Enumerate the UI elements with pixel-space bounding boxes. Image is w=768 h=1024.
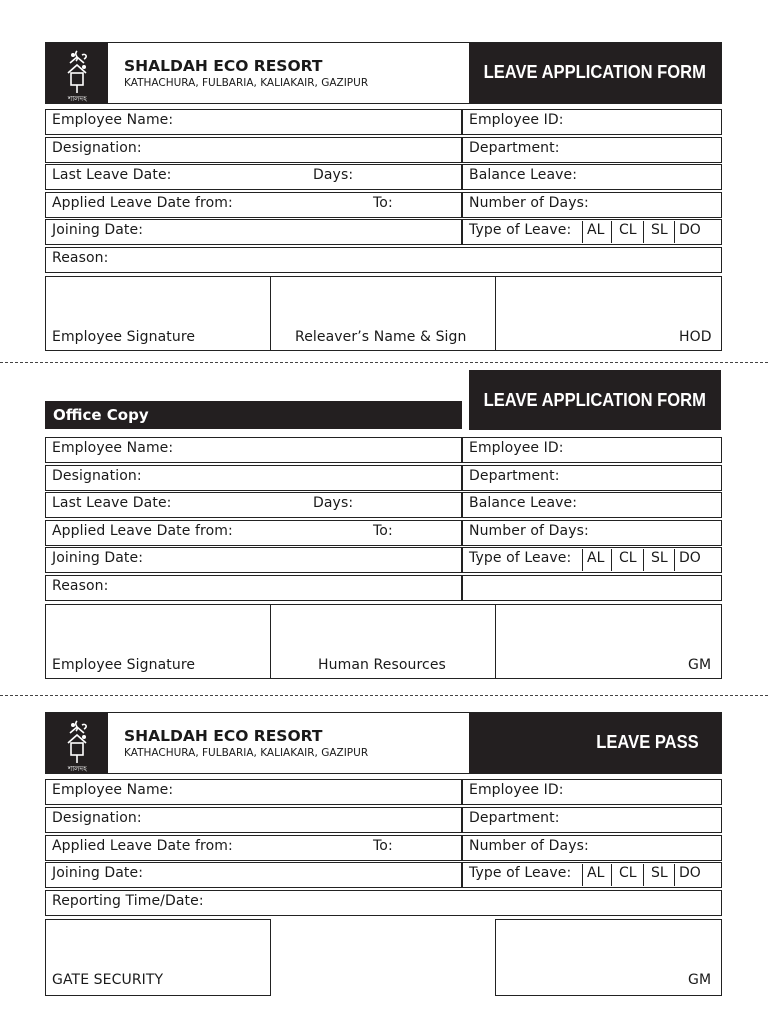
gm-label: GM <box>688 657 712 673</box>
label-designation: Designation: <box>52 810 142 826</box>
leave-option-cl[interactable]: CL <box>619 222 637 238</box>
gate-security-label: GATE SECURITY <box>52 972 164 988</box>
hod-label: HOD <box>679 329 712 345</box>
logo-script: শালদহ <box>68 765 87 773</box>
label-employee-name: Employee Name: <box>52 782 174 798</box>
label-applied-from: Applied Leave Date from: <box>52 838 233 854</box>
label-to: To: <box>373 838 393 854</box>
cut-line-2 <box>0 695 768 696</box>
employee-signature-label: Employee Signature <box>52 329 196 345</box>
leave-option-sl[interactable]: SL <box>651 865 668 881</box>
field-reason-extra[interactable] <box>462 575 722 601</box>
resort-name-1: SHALDAH ECO RESORT <box>124 57 323 75</box>
label-department: Department: <box>469 810 560 826</box>
label-joining-date: Joining Date: <box>52 550 144 566</box>
label-joining-date: Joining Date: <box>52 865 144 881</box>
label-balance-leave: Balance Leave: <box>469 495 578 511</box>
label-days: Days: <box>313 495 354 511</box>
label-designation: Designation: <box>52 468 142 484</box>
leave-option-do[interactable]: DO <box>679 550 701 566</box>
label-to: To: <box>373 195 393 211</box>
logo-script: শালদহ <box>68 95 87 103</box>
label-applied-from: Applied Leave Date from: <box>52 195 233 211</box>
form-title-1: LEAVE APPLICATION FORM <box>483 62 706 82</box>
leave-option-do[interactable]: DO <box>679 865 701 881</box>
label-reporting-time: Reporting Time/Date: <box>52 893 204 909</box>
label-reason: Reason: <box>52 578 109 594</box>
logo-block-1 <box>46 43 108 103</box>
office-copy-label: Office Copy <box>53 406 149 424</box>
label-reason: Reason: <box>52 250 109 266</box>
label-to: To: <box>373 523 393 539</box>
label-department: Department: <box>469 468 560 484</box>
leave-option-sl[interactable]: SL <box>651 222 668 238</box>
leave-option-al[interactable]: AL <box>587 865 605 881</box>
label-designation: Designation: <box>52 140 142 156</box>
leave-option-al[interactable]: AL <box>587 222 605 238</box>
cut-line-1 <box>0 362 768 363</box>
label-last-leave-date: Last Leave Date: <box>52 167 172 183</box>
resort-address-1: KATHACHURA, FULBARIA, KALIAKAIR, GAZIPUR <box>124 77 369 89</box>
leave-option-cl[interactable]: CL <box>619 550 637 566</box>
leave-option-do[interactable]: DO <box>679 222 701 238</box>
leave-option-al[interactable]: AL <box>587 550 605 566</box>
logo-block-3 <box>46 713 108 773</box>
form-title-2: LEAVE APPLICATION FORM <box>483 390 706 410</box>
label-balance-leave: Balance Leave: <box>469 167 578 183</box>
label-joining-date: Joining Date: <box>52 222 144 238</box>
human-resources-label: Human Resources <box>318 657 446 673</box>
label-type-of-leave: Type of Leave: <box>469 550 572 566</box>
label-number-of-days: Number of Days: <box>469 838 589 854</box>
label-employee-name: Employee Name: <box>52 112 174 128</box>
gm-label: GM <box>688 972 712 988</box>
label-number-of-days: Number of Days: <box>469 523 589 539</box>
leave-option-cl[interactable]: CL <box>619 865 637 881</box>
label-last-leave-date: Last Leave Date: <box>52 495 172 511</box>
resort-address-3: KATHACHURA, FULBARIA, KALIAKAIR, GAZIPUR <box>124 747 369 759</box>
releaver-sign-label: Releaver’s Name & Sign <box>295 329 467 345</box>
employee-signature-label: Employee Signature <box>52 657 196 673</box>
leave-option-sl[interactable]: SL <box>651 550 668 566</box>
label-employee-id: Employee ID: <box>469 782 564 798</box>
label-days: Days: <box>313 167 354 183</box>
label-department: Department: <box>469 140 560 156</box>
label-type-of-leave: Type of Leave: <box>469 865 572 881</box>
label-employee-id: Employee ID: <box>469 440 564 456</box>
resort-name-3: SHALDAH ECO RESORT <box>124 727 323 745</box>
label-employee-name: Employee Name: <box>52 440 174 456</box>
field-reason[interactable] <box>45 247 722 273</box>
form-title-3: LEAVE PASS <box>596 732 699 752</box>
label-number-of-days: Number of Days: <box>469 195 589 211</box>
label-type-of-leave: Type of Leave: <box>469 222 572 238</box>
label-applied-from: Applied Leave Date from: <box>52 523 233 539</box>
label-employee-id: Employee ID: <box>469 112 564 128</box>
